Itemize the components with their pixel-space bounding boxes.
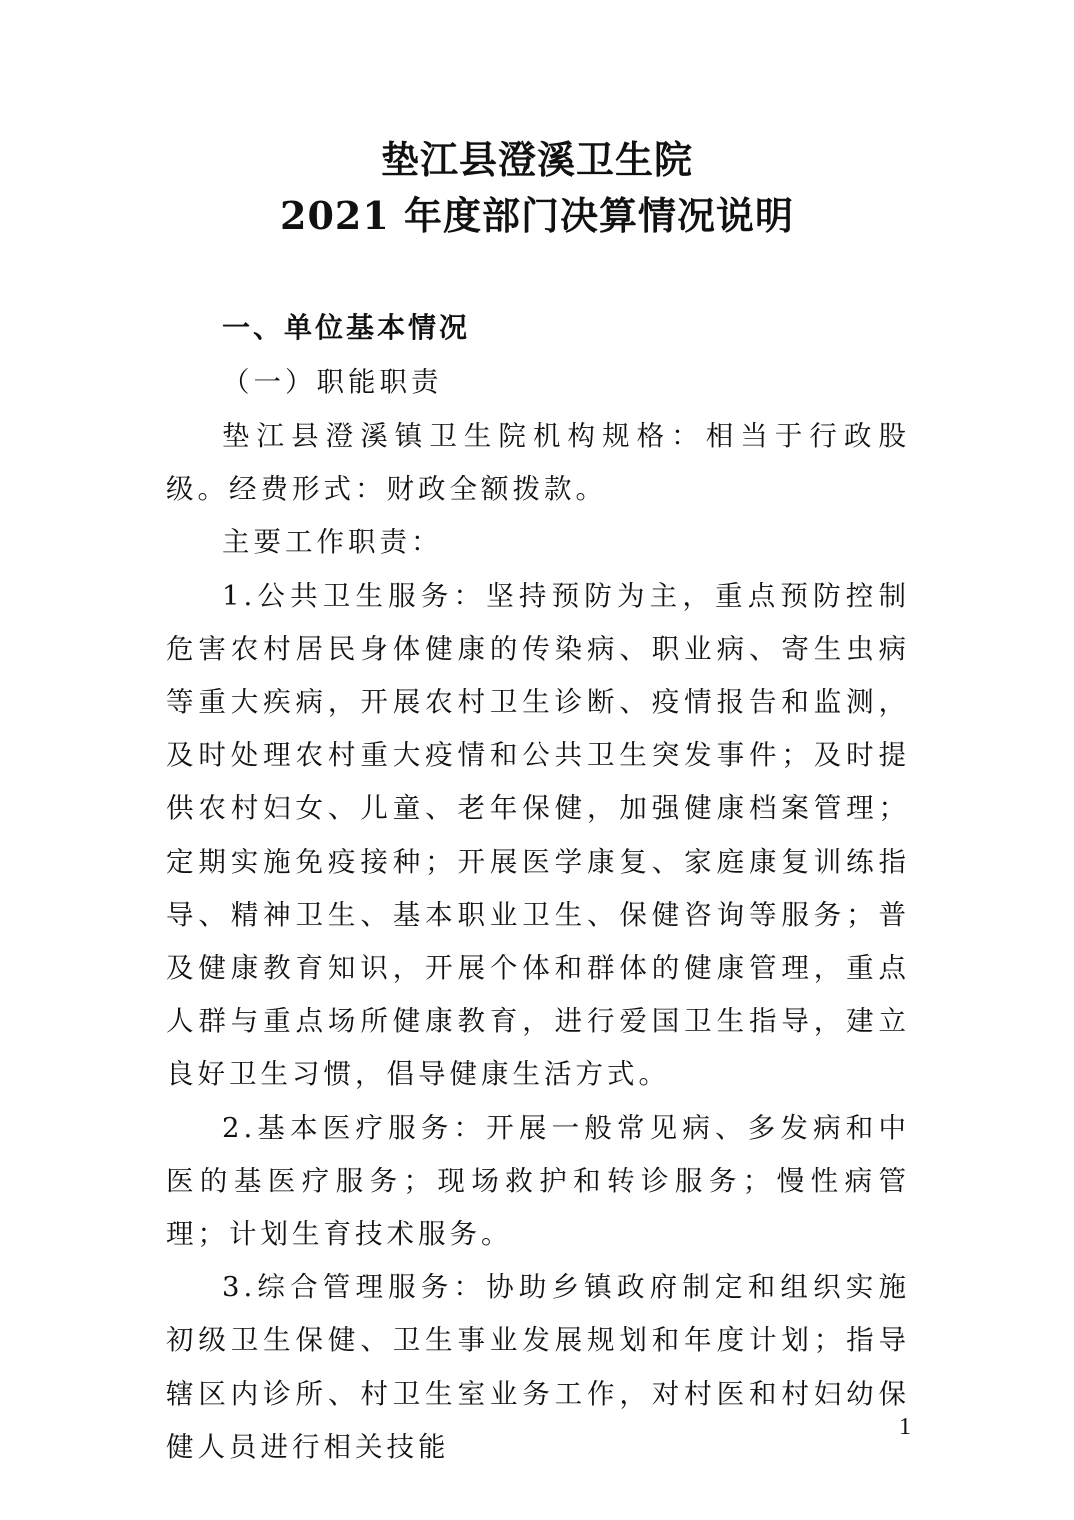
- page-number: 1: [899, 1414, 911, 1440]
- paragraph-institution: 垫江县澄溪镇卫生院机构规格：相当于行政股级。经费形式：财政全额拨款。: [166, 420, 910, 506]
- subsection-heading: （一）职能职责: [222, 366, 443, 398]
- document-title-line-2: 2021 年度部门决算情况说明: [280, 193, 794, 238]
- body-text-block: [166, 410, 910, 1474]
- paragraph-management: 3.综合管理服务：协助乡镇政府制定和组织实施初级卫生保健、卫生事业发展规划和年度计划；指导辖区内诊所、村卫生室业务工作，对村医和村妇幼保健人员进行相关技能: [166, 1271, 910, 1463]
- paragraph-basic-medical: 2.基本医疗服务：开展一般常见病、多发病和中医的基医疗服务；现场救护和转诊服务；慢性病管理；计划生育技术服务。: [166, 1111, 910, 1251]
- paragraph-public-health: 1.公共卫生服务：坚持预防为主，重点预防控制危害农村居民身体健康的传染病、职业病、寄生虫病等重大疾病，开展农村卫生诊断、疫情报告和监测，及时处理农村重大疫情和公共卫生突发事件；及时提供农村妇女、儿童、老年保健，加强健康档案管理；定期实施免疫接种；开展医学康复、家庭康复训练指导、精神卫生、基本职业卫生、保健咨询等服务；普及健康教育知识，开展个体和群体的健康管理，重点人群与重点场所健康教育，进行爱国卫生指导，建立良好卫生习惯，倡导健康生活方式。: [166, 579, 910, 1091]
- document-title-line-1: 垫江县澄溪卫生院: [380, 137, 693, 182]
- section-heading: 一、单位基本情况: [222, 311, 471, 344]
- paragraph-duties-intro: 主要工作职责：: [222, 526, 443, 559]
